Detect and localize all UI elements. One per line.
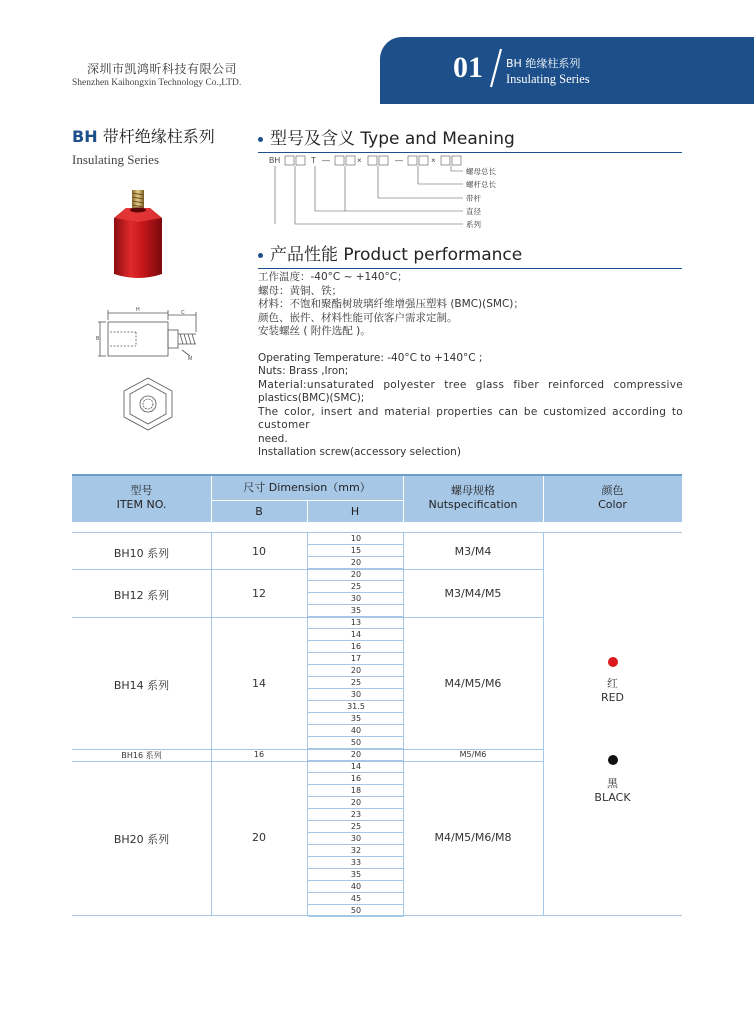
h-value: 20 [308, 665, 404, 677]
drawing-label-c: C [181, 310, 185, 316]
banner-slash [488, 45, 504, 91]
h-value: 14 [308, 629, 404, 641]
color-black: 黑 BLACK [594, 777, 631, 804]
h-value: 40 [308, 725, 404, 737]
banner-title-cn: BH 绝缘柱系列 [506, 57, 581, 70]
h-value: 31.5 [308, 701, 404, 713]
h-value: 16 [308, 641, 404, 653]
perf-cn-line: 颜色、嵌件、材料性能可依客户需求定制。 [258, 311, 458, 324]
h-value: 20 [308, 557, 404, 569]
h-value: 20 [308, 749, 404, 761]
perf-cn-line: 螺母：黄铜、铁； [258, 284, 342, 297]
header-dimension: 尺寸 Dimension（mm） [243, 481, 371, 494]
perf-cn-line: 工作温度：-40°C ~ +140°C； [258, 271, 408, 283]
h-value: 18 [308, 785, 404, 797]
perf-en-line: Nuts: Brass ,Iron; [258, 365, 349, 377]
model-code-diagram [258, 154, 518, 234]
h-value: 25 [308, 581, 404, 593]
series-title [72, 124, 215, 147]
h-value: 16 [308, 773, 404, 785]
color-swatch-red [608, 657, 618, 667]
banner-title-en: Insulating Series [506, 72, 590, 86]
row-b: 20 [252, 831, 266, 844]
row-nut: M4/M5/M6/M8 [434, 831, 512, 844]
table-body [72, 532, 682, 915]
code-times-2: × [431, 156, 436, 165]
header-nut: 螺母规格 Nutspecification [428, 484, 518, 511]
code-label-nut-length: 螺母总长 [466, 167, 496, 176]
row-item: BH14 系列 [113, 679, 170, 692]
h-value: 50 [308, 737, 404, 749]
h-value: 40 [308, 881, 404, 893]
bullet-icon [258, 253, 263, 258]
header-item: 型号 ITEM NO. [116, 484, 167, 511]
perf-en-line: plastics(BMC)(SMC); [258, 392, 365, 404]
spec-table [72, 474, 682, 915]
perf-en-line: The color, insert and material properties can be customized according to customer [258, 405, 683, 431]
h-value: 13 [308, 617, 404, 629]
h-value: 23 [308, 809, 404, 821]
bullet-icon [258, 137, 263, 142]
row-nut: M3/M4/M5 [444, 587, 502, 600]
h-value: 10 [308, 533, 404, 545]
row-b: 14 [252, 677, 266, 690]
perf-en-line: need. [258, 432, 288, 445]
series-subtitle: Insulating Series [72, 152, 160, 167]
row-item: BH20 系列 [113, 833, 170, 846]
h-value: 30 [308, 833, 404, 845]
row-nut: M5/M6 [459, 750, 487, 759]
h-value: 20 [308, 569, 404, 581]
h-value: 35 [308, 605, 404, 617]
company-name-cn: 深圳市凯鸿昕科技有限公司 [87, 62, 238, 76]
h-value: 50 [308, 905, 404, 917]
h-value: 33 [308, 857, 404, 869]
h-value: 25 [308, 677, 404, 689]
h-value: 14 [308, 761, 404, 773]
row-item: BH16 系列 [121, 751, 162, 760]
color-swatch-black [608, 755, 618, 765]
h-value: 45 [308, 893, 404, 905]
series-title-cn: 带杆绝缘柱系列 [102, 127, 215, 146]
perf-cn-line: 安装螺丝 ( 附件选配 )。 [258, 325, 371, 337]
code-prefix: BH [269, 156, 281, 165]
drawing-label-m: M [188, 356, 193, 362]
code-label-diameter: 直径 [466, 207, 481, 216]
performance-heading: 产品性能 Product performance [258, 240, 682, 269]
perf-en-line: Installation screw(accessory selection) [258, 446, 461, 458]
h-value: 25 [308, 821, 404, 833]
h-value: 17 [308, 653, 404, 665]
h-value: 15 [308, 545, 404, 557]
code-dash-1: — [322, 156, 330, 165]
series-banner [380, 37, 754, 104]
h-value: 32 [308, 845, 404, 857]
perf-cn-line: 材料：不饱和聚酯树玻璃纤维增强压塑料 (BMC)(SMC)； [258, 298, 524, 310]
banner-number: 01 [453, 51, 483, 84]
h-value: 20 [308, 797, 404, 809]
header-h: H [350, 505, 360, 518]
code-times-1: × [357, 156, 362, 165]
drawing-label-h: H [136, 307, 140, 313]
row-nut: M4/M5/M6 [444, 677, 502, 690]
table-header [72, 474, 682, 522]
company-name-en: Shenzhen Kaihongxin Technology Co.,LTD. [72, 78, 242, 88]
code-label-with-rod: 带杆 [466, 194, 481, 203]
row-b: 16 [253, 750, 265, 759]
technical-drawing [96, 304, 206, 434]
row-item: BH10 系列 [113, 547, 170, 560]
header-color: 颜色 Color [598, 484, 627, 511]
series-code: BH [72, 127, 98, 146]
code-t: T [311, 156, 316, 165]
code-label-series: 系列 [466, 220, 481, 229]
row-b: 10 [252, 545, 266, 558]
row-b: 12 [252, 587, 266, 600]
code-dash-2: — [395, 156, 403, 165]
header-b: B [255, 505, 263, 518]
h-value: 30 [308, 689, 404, 701]
row-nut: M3/M4 [454, 545, 492, 558]
h-value: 35 [308, 713, 404, 725]
product-image [108, 188, 168, 284]
perf-en-line: Operating Temperature: -40°C to +140°C ; [258, 351, 483, 364]
code-label-rod-length: 螺杆总长 [466, 180, 496, 189]
type-meaning-heading: 型号及含义 Type and Meaning [258, 124, 682, 153]
perf-en-line: Material:unsaturated polyester tree glass fiber reinforced compressive [258, 378, 683, 391]
color-red: 红 RED [600, 677, 625, 704]
row-item: BH12 系列 [113, 589, 170, 602]
drawing-label-b: B [96, 336, 100, 342]
performance-text [258, 271, 683, 460]
h-value: 35 [308, 869, 404, 881]
h-value: 30 [308, 593, 404, 605]
